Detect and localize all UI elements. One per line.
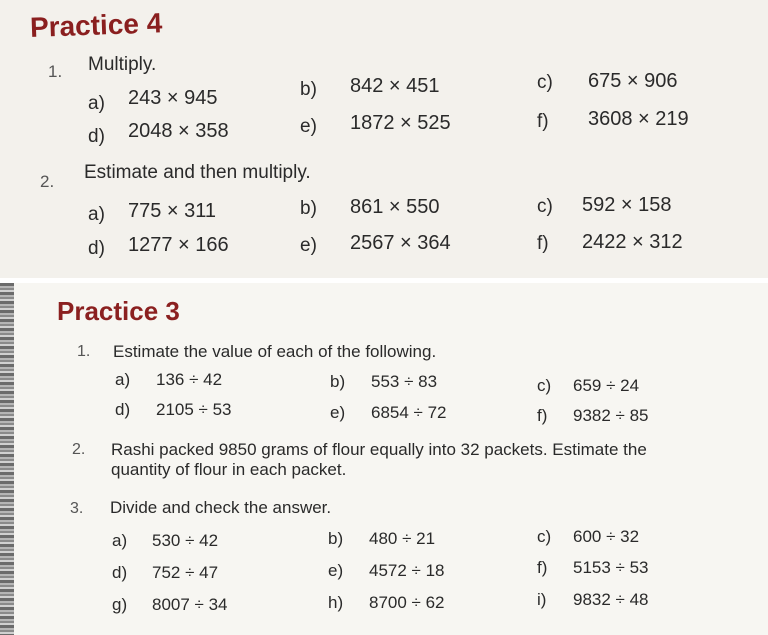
p4-q2-b-label: b) (300, 198, 317, 219)
p3-q3-d-expr: 752 ÷ 47 (152, 563, 219, 582)
p3-q1-c-expr: 659 ÷ 24 (573, 376, 640, 395)
p3-q1-b-expr: 553 ÷ 83 (371, 372, 438, 391)
p4-q1-d-expr: 2048 × 358 (128, 120, 229, 142)
p3-q1-text: Estimate the value of each of the following. (113, 342, 437, 361)
p4-q2-b-expr: 861 × 550 (350, 196, 440, 218)
p3-q3-h-label: h) (328, 593, 344, 612)
p4-q1-a-expr: 243 × 945 (128, 87, 218, 109)
p3-q1-number: 1. (77, 343, 91, 360)
p3-q3-i-label: i) (537, 590, 547, 609)
book-edge (0, 283, 14, 635)
p3-q1-e-expr: 6854 ÷ 72 (371, 403, 447, 422)
p4-q1-e-expr: 1872 × 525 (350, 112, 451, 134)
p3-q3-f-expr: 5153 ÷ 53 (573, 558, 649, 577)
p3-q1-f-label: f) (537, 406, 548, 425)
p4-q2-c-label: c) (537, 196, 553, 217)
p4-q2-d-expr: 1277 × 166 (128, 234, 229, 256)
p3-q1-a-expr: 136 ÷ 42 (156, 370, 223, 389)
p3-q1-d-expr: 2105 ÷ 53 (156, 400, 232, 419)
p4-q2-d-label: d) (88, 238, 105, 259)
p4-q2-f-expr: 2422 × 312 (582, 231, 683, 253)
p3-q3-h-expr: 8700 ÷ 62 (369, 593, 445, 612)
p4-q1-text: Multiply. (88, 54, 157, 75)
p4-q2-c-expr: 592 × 158 (582, 194, 672, 216)
p4-q2-a-expr: 775 × 311 (128, 200, 217, 222)
p3-q1-f-expr: 9382 ÷ 85 (573, 406, 649, 425)
p4-q1-d-label: d) (88, 126, 105, 147)
p3-q1-a-label: a) (115, 370, 131, 389)
p3-q1-e-label: e) (330, 403, 346, 422)
p3-q3-e-expr: 4572 ÷ 18 (369, 561, 445, 580)
p4-q1-b-expr: 842 × 451 (350, 75, 440, 97)
p4-q2-e-label: e) (300, 235, 317, 256)
p4-q2-a-label: a) (88, 204, 105, 225)
p3-q3-g-expr: 8007 ÷ 34 (152, 595, 228, 614)
p3-q3-c-expr: 600 ÷ 32 (573, 527, 640, 546)
p3-q3-c-label: c) (537, 527, 552, 546)
p4-q1-f-label: f) (537, 111, 549, 132)
practice-3-title: Practice 3 (57, 296, 180, 326)
p4-q2-text: Estimate and then multiply. (84, 162, 311, 183)
p3-q3-e-label: e) (328, 561, 344, 580)
p3-q1-d-label: d) (115, 400, 131, 419)
p4-q1-number: 1. (48, 62, 63, 81)
p3-q3-f-label: f) (537, 558, 548, 577)
p3-q1-b-label: b) (330, 372, 346, 391)
p4-q1-c-expr: 675 × 906 (588, 70, 678, 92)
p3-q3-d-label: d) (112, 563, 128, 582)
p4-q1-a-label: a) (88, 93, 105, 114)
p3-q2-line1: Rashi packed 9850 grams of flour equally into 32 packets. Estimate the (111, 440, 647, 459)
p4-q2-e-expr: 2567 × 364 (350, 232, 451, 254)
p3-q3-a-expr: 530 ÷ 42 (152, 531, 219, 550)
p4-q1-e-label: e) (300, 116, 317, 137)
p3-q3-i-expr: 9832 ÷ 48 (573, 590, 649, 609)
p3-q1-c-label: c) (537, 376, 552, 395)
p3-q3-b-label: b) (328, 529, 344, 548)
p3-q3-g-label: g) (112, 595, 128, 614)
p3-q2-number: 2. (72, 441, 86, 458)
p4-q1-b-label: b) (300, 79, 317, 100)
p4-q1-c-label: c) (537, 72, 553, 93)
p3-q3-a-label: a) (112, 531, 128, 550)
p4-q1-f-expr: 3608 × 219 (588, 108, 689, 130)
p3-q2-line2: quantity of flour in each packet. (111, 460, 347, 479)
p3-q3-text: Divide and check the answer. (110, 498, 332, 517)
p4-q2-f-label: f) (537, 233, 549, 254)
p3-q3-b-expr: 480 ÷ 21 (369, 529, 436, 548)
p4-q2-number: 2. (40, 172, 55, 191)
p3-q3-number: 3. (70, 500, 84, 517)
practice-4-title: Practice 4 (29, 7, 163, 43)
